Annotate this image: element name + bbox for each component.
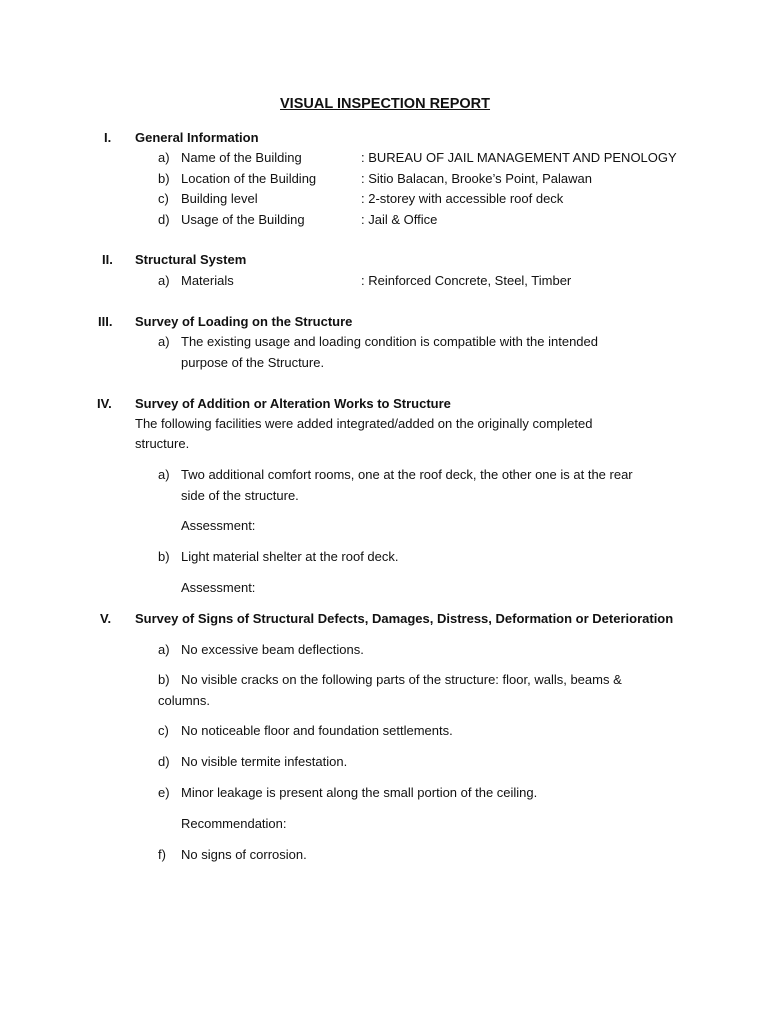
item-text: Light material shelter at the roof deck. [181,549,399,564]
item-text: No visible termite infestation. [181,754,348,769]
section-2-heading: Structural System [135,252,247,267]
item-marker: f) [158,847,166,862]
field-value-location: : Sitio Balacan, Brooke’s Point, Palawan [361,171,593,186]
field-label-usage: Usage of the Building [181,212,305,227]
item-marker: b) [158,672,170,687]
item-marker: a) [158,150,170,165]
section-4-numeral: IV. [97,396,112,411]
item-text: columns. [158,693,211,708]
item-text: side of the structure. [181,488,299,503]
section-intro: The following facilities were added integrated/added on the originally completed [135,416,593,431]
section-1-heading: General Information [135,130,259,145]
item-marker: c) [158,191,169,206]
section-2-numeral: II. [102,252,113,267]
field-value-materials: : Reinforced Concrete, Steel, Timber [361,273,572,288]
section-3-numeral: III. [98,314,113,329]
item-marker: d) [158,212,170,227]
section-5-numeral: V. [100,611,112,626]
field-value-building-level: : 2-storey with accessible roof deck [361,191,564,206]
field-label-building-level: Building level [181,191,258,206]
recommendation-label: Recommendation: [181,816,287,831]
item-text: No excessive beam deflections. [181,642,364,657]
section-3-heading: Survey of Loading on the Structure [135,314,353,329]
item-text: Two additional comfort rooms, one at the roof deck, the other one is at the rear [181,467,633,482]
section-4-heading: Survey of Addition or Alteration Works to Structure [135,396,451,411]
item-marker: a) [158,334,170,349]
item-marker: c) [158,723,169,738]
field-value-building-name: : BUREAU OF JAIL MANAGEMENT AND PENOLOGY [361,150,677,165]
item-text: No noticeable floor and foundation settlements. [181,723,453,738]
item-text: The existing usage and loading condition is compatible with the intended [181,334,598,349]
section-5-heading: Survey of Signs of Structural Defects, Damages, Distress, Deformation or Deterioration [135,611,674,626]
item-marker: a) [158,273,170,288]
item-text: purpose of the Structure. [181,355,325,370]
item-marker: a) [158,642,170,657]
item-marker: a) [158,467,170,482]
section-1-numeral: I. [104,130,112,145]
section-intro: structure. [135,436,190,451]
field-label-location: Location of the Building [181,171,317,186]
item-marker: e) [158,785,170,800]
field-label-building-name: Name of the Building [181,150,302,165]
field-value-usage: : Jail & Office [361,212,438,227]
item-text: Minor leakage is present along the small portion of the ceiling. [181,785,538,800]
item-marker: b) [158,171,170,186]
assessment-label: Assessment: [181,518,256,533]
report-title: VISUAL INSPECTION REPORT [280,96,491,112]
item-marker: b) [158,549,170,564]
item-text: No signs of corrosion. [181,847,307,862]
field-label-materials: Materials [181,273,234,288]
item-text: No visible cracks on the following parts of the structure: floor, walls, beams & [181,672,622,687]
item-marker: d) [158,754,170,769]
assessment-label: Assessment: [181,580,256,595]
